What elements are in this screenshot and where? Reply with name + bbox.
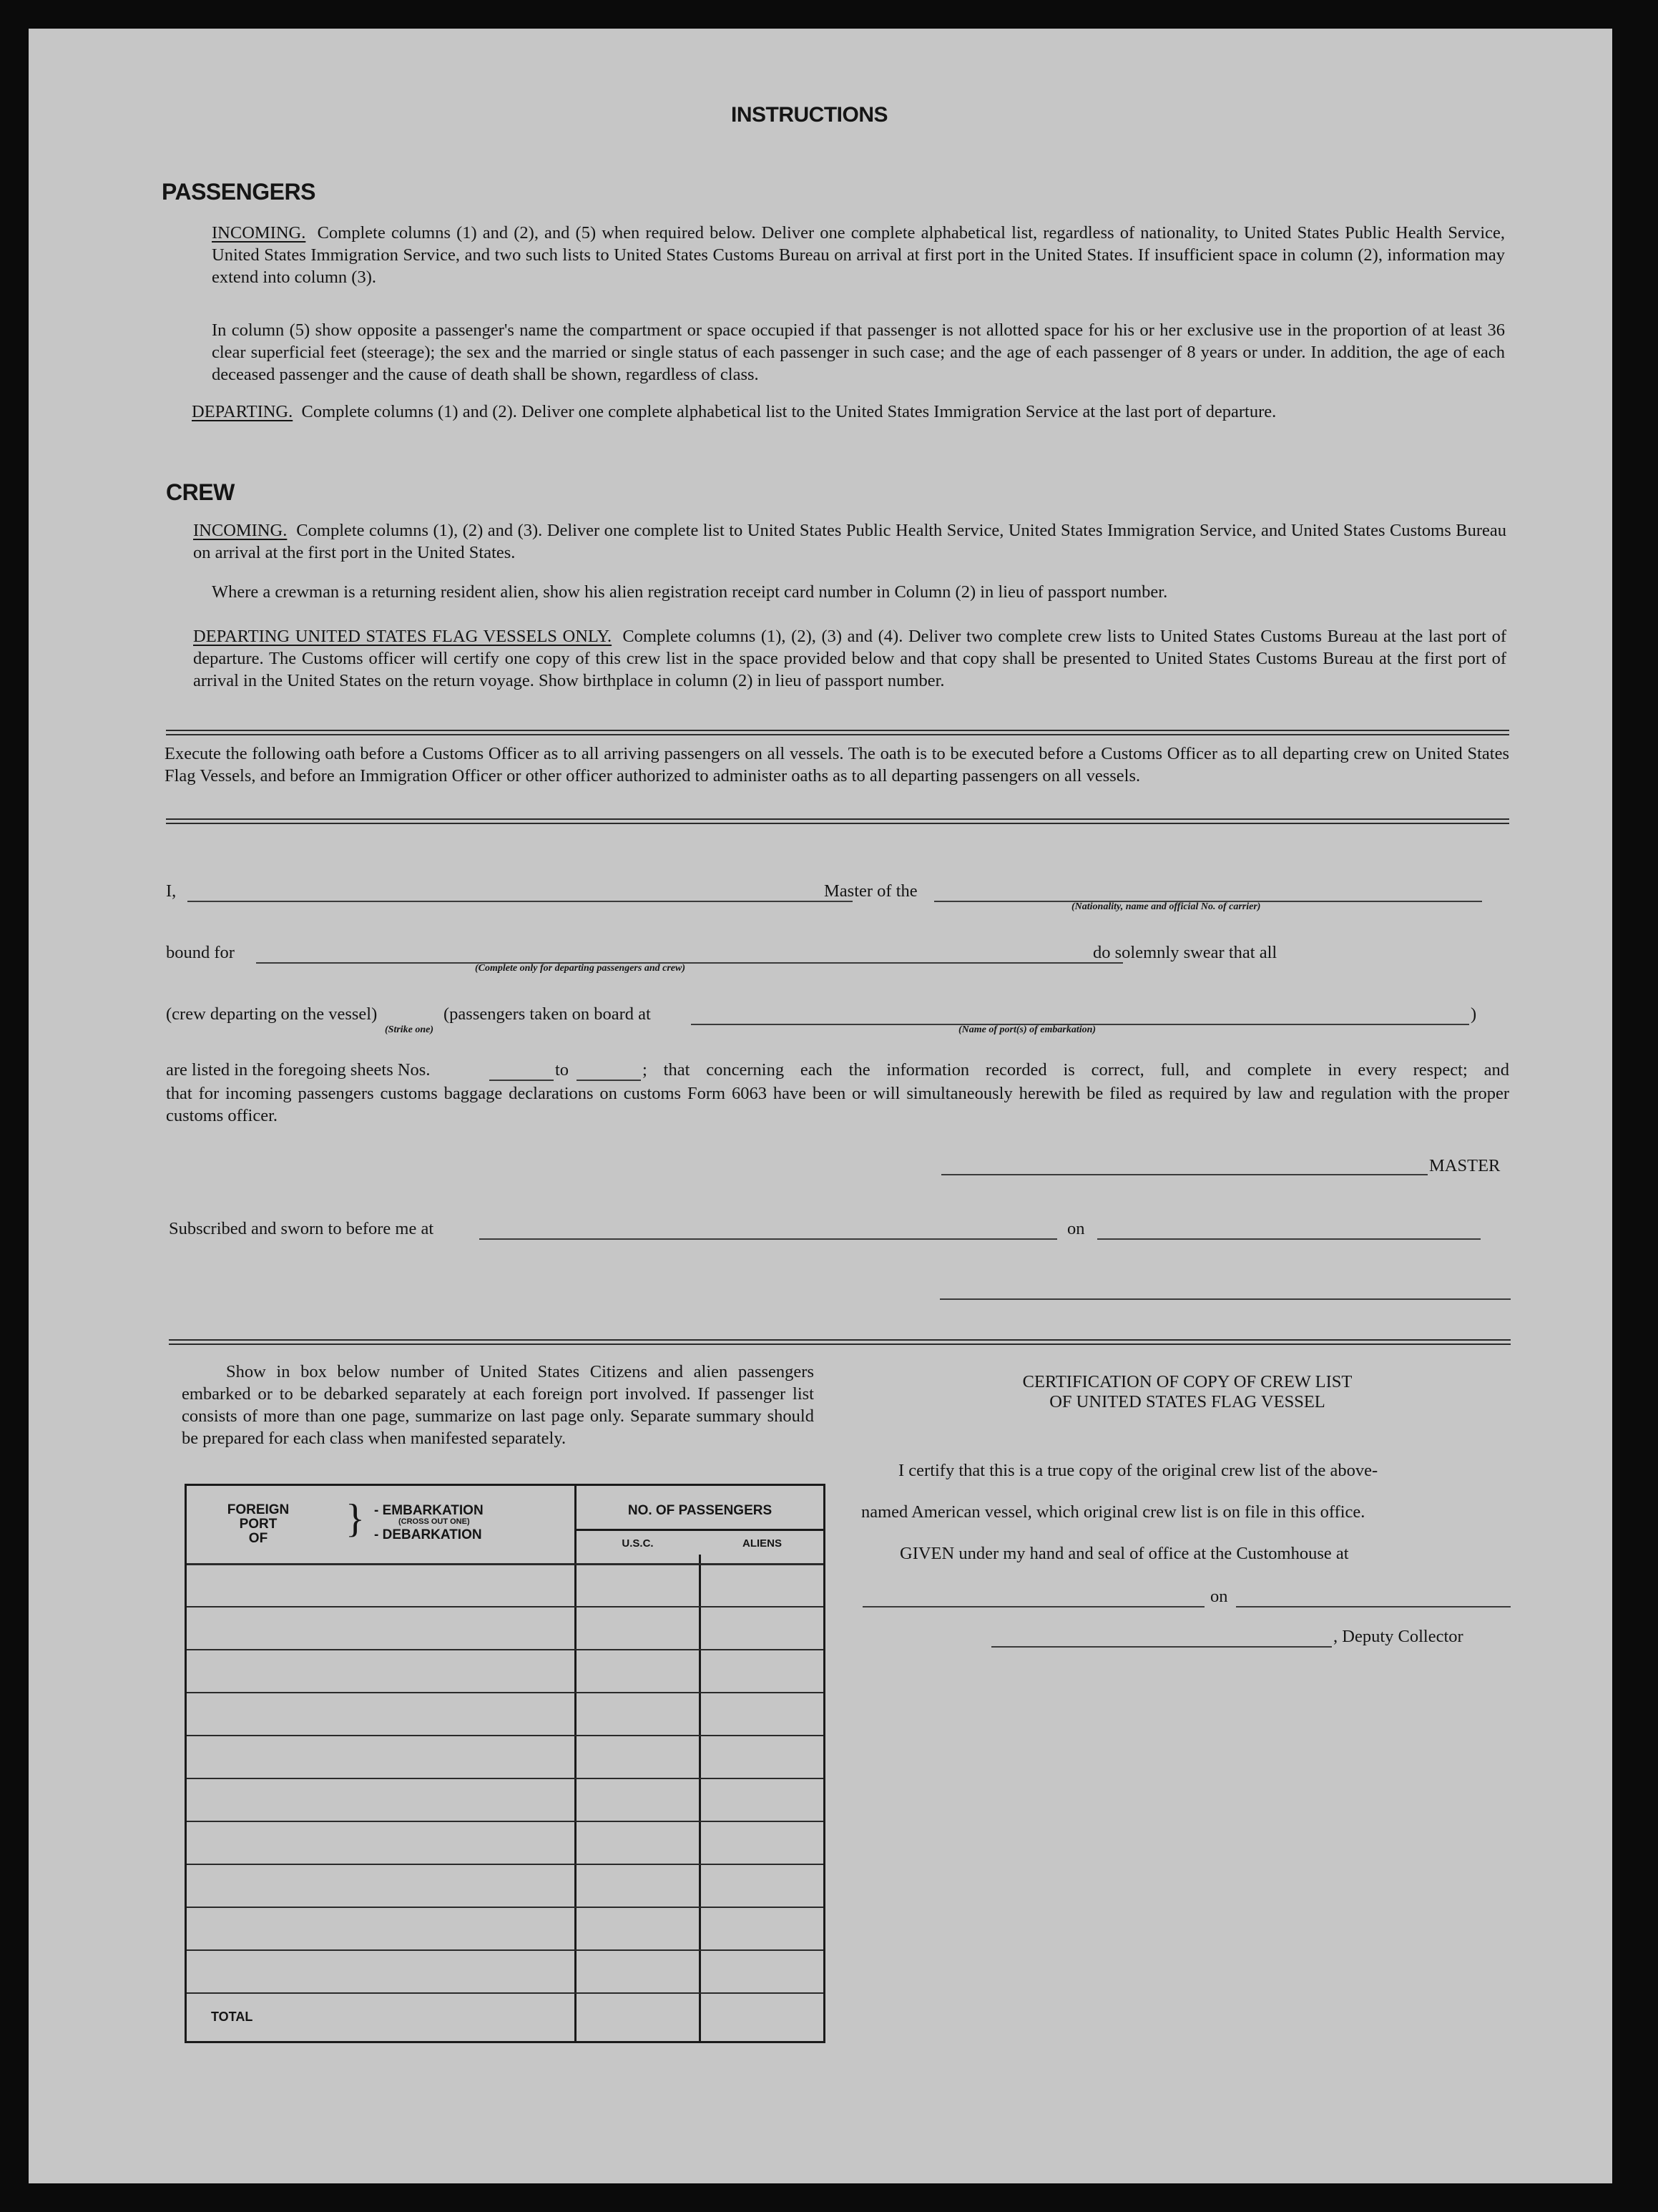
customhouse-field[interactable] xyxy=(863,1606,1205,1607)
certification-title-line1: CERTIFICATION OF COPY OF CREW LIST xyxy=(1022,1372,1353,1391)
table-divider xyxy=(574,1486,577,2041)
crew-resident-paragraph: Where a crewman is a returning resident alien, show his alien registration receipt card number in Column (2) in lieu of passport number. xyxy=(212,582,1168,602)
header-no-passengers: NO. OF PASSENGERS xyxy=(627,1503,772,1518)
passengers-departing-label: DEPARTING. xyxy=(192,402,293,421)
form-sheet xyxy=(29,29,1612,2183)
table-row xyxy=(187,1949,823,1951)
header-aliens: ALIENS xyxy=(742,1537,782,1550)
bound-for-note: (Complete only for departing passengers and crew) xyxy=(475,963,685,974)
table-row xyxy=(187,1606,823,1607)
crew-incoming-paragraph xyxy=(193,519,1506,564)
certification-date-field[interactable] xyxy=(1236,1606,1511,1607)
bound-for-label: bound for xyxy=(166,943,235,962)
certification-given: GIVEN under my hand and seal of office at the Customhouse at xyxy=(900,1544,1349,1563)
ports-close-paren: ) xyxy=(1471,1004,1477,1024)
crew-heading: CREW xyxy=(166,479,235,505)
page-title: INSTRUCTIONS xyxy=(731,103,888,127)
total-label: TOTAL xyxy=(211,2010,253,2024)
carrier-note: (Nationality, name and official No. of carrier) xyxy=(1071,901,1261,912)
bound-for-field[interactable] xyxy=(256,962,1123,964)
header-usc: U.S.C. xyxy=(622,1537,654,1550)
listed-text-a: are listed in the foregoing sheets Nos. xyxy=(166,1060,431,1080)
section-divider xyxy=(166,823,1509,824)
passenger-summary-table xyxy=(185,1484,825,2043)
crew-incoming-text: Complete columns (1), (2) and (3). Deliver one complete list to United States Public Health Service, United States Immigration Service, and United States Customs Bureau on arrival at the first port in the United States. xyxy=(193,521,1506,562)
table-row xyxy=(187,1864,823,1865)
crew-departing-option[interactable]: (crew departing on the vessel) xyxy=(166,1004,378,1024)
section-divider xyxy=(166,730,1509,731)
summary-instructions: Show in box below number of United States Citizens and alien passengers embarked or to be debarked separately at each foreign port involved. If passenger list consists of more than one page, summarize on last page only. Separate summary should be prepared for each class when manifested separately. xyxy=(182,1362,814,1448)
section-divider xyxy=(169,1344,1511,1345)
officer-signature-field[interactable] xyxy=(940,1298,1511,1300)
sworn-on-label: on xyxy=(1067,1219,1085,1238)
header-cross-out: (CROSS OUT ONE) xyxy=(398,1517,470,1526)
table-row xyxy=(187,1992,823,1994)
certification-title xyxy=(865,1372,1509,1412)
passengers-heading: PASSENGERS xyxy=(162,179,315,205)
master-label: MASTER xyxy=(1429,1156,1501,1175)
listed-text-b: ; that concerning each the information recorded is correct, full, and complete in every respect; and xyxy=(642,1060,1509,1080)
table-row xyxy=(187,1692,823,1693)
table-divider xyxy=(577,1529,823,1531)
section-divider xyxy=(169,1339,1511,1341)
crew-departing-text: Complete columns (1), (2), (3) and (4). Deliver two complete crew lists to United States Customs Bureau at the last port of departure. The Customs officer will certify one copy of this crew list in the space provided below and that copy shall be presented to United States Customs Bureau at the first port of arrival in the United States on the return voyage. Show birthplace in column (2) in lieu of passport number. xyxy=(193,627,1506,690)
certification-on-label: on xyxy=(1210,1587,1228,1606)
header-foreign-port-of xyxy=(215,1503,301,1546)
header-port: PORT xyxy=(239,1517,278,1532)
passengers-column5-paragraph: In column (5) show opposite a passenger's name the compartment or space occupied if that passenger is not allotted space for his or her exclusive use in the proportion of at least 36 clear superficial feet (steerage); the sex and the married or single status of each passenger in such case; and the age of each passenger of 8 years or under. In addition, the age of each deceased passenger and the cause of death shall be shown, regardless of class. xyxy=(212,320,1505,384)
subscribed-label: Subscribed and sworn to before me at xyxy=(169,1219,434,1238)
crew-departing-paragraph xyxy=(193,625,1506,692)
header-foreign: FOREIGN xyxy=(227,1502,290,1517)
certification-text-line1: I certify that this is a true copy of the original crew list of the above- xyxy=(898,1461,1378,1480)
crew-departing-label: DEPARTING UNITED STATES FLAG VESSELS ONLY. xyxy=(193,627,612,646)
section-divider xyxy=(166,818,1509,820)
sworn-date-field[interactable] xyxy=(1097,1238,1481,1240)
master-signature-field[interactable] xyxy=(941,1174,1428,1175)
table-row xyxy=(187,1649,823,1650)
ports-note: (Name of port(s) of embarkation) xyxy=(958,1024,1097,1035)
sworn-place-field-2[interactable] xyxy=(828,1238,1057,1240)
table-row xyxy=(187,1907,823,1908)
deputy-collector-label: , Deputy Collector xyxy=(1333,1627,1463,1646)
listed-text-rest: that for incoming passengers customs baggage declarations on customs Form 6063 have been or will simultaneously herewith be filed as required by law and regulation with the proper customs officer. xyxy=(166,1084,1509,1125)
deputy-signature-field[interactable] xyxy=(991,1646,1332,1648)
section-divider xyxy=(166,734,1509,735)
master-of-the-label: Master of the xyxy=(824,881,918,901)
certification-title-line2: OF UNITED STATES FLAG VESSEL xyxy=(1049,1392,1325,1411)
crew-incoming-label: INCOMING. xyxy=(193,521,288,540)
strike-one-note: (Strike one) xyxy=(385,1024,434,1035)
table-row xyxy=(187,1821,823,1822)
passengers-taken-option[interactable]: (passengers taken on board at xyxy=(443,1004,651,1024)
listed-to: to xyxy=(555,1060,569,1080)
sheets-to-field[interactable] xyxy=(577,1080,641,1081)
header-of: OF xyxy=(248,1531,268,1546)
passengers-incoming-text: Complete columns (1) and (2), and (5) when required below. Deliver one complete alphabetical list, regardless of nationality, to United States Public Health Service, United States Immigration Service, and two such lists to United States Customs Bureau on arrival at first port in the United States. If insufficient space in column (2), information may extend into column (3). xyxy=(212,223,1506,287)
sheets-from-field[interactable] xyxy=(489,1080,554,1081)
certification-text-line2: named American vessel, which original crew list is on file in this office. xyxy=(861,1502,1365,1522)
header-embarkation: - EMBARKATION xyxy=(374,1503,484,1518)
passengers-departing-paragraph xyxy=(192,401,1505,423)
solemnly-swear-text: do solemnly swear that all xyxy=(1093,943,1277,962)
header-debarkation: - DEBARKATION xyxy=(374,1527,482,1542)
brace-icon: } xyxy=(345,1497,365,1541)
table-header-rule xyxy=(187,1563,823,1565)
master-name-field[interactable] xyxy=(187,901,853,902)
table-row xyxy=(187,1735,823,1736)
oath-i-label: I, xyxy=(166,881,177,901)
passengers-incoming-paragraph xyxy=(212,222,1505,288)
passengers-incoming-label: INCOMING. xyxy=(212,223,306,243)
table-divider xyxy=(699,1555,701,2041)
table-row xyxy=(187,1778,823,1779)
oath-intro: Execute the following oath before a Customs Officer as to all arriving passengers on all vessels. The oath is to be executed before a Customs Officer as to all departing crew on United States Flag Vessels, and before an Immigration Officer or other officer authorized to administer oaths as to all departing passengers on all vessels. xyxy=(165,744,1509,786)
passengers-departing-text: Complete columns (1) and (2). Deliver one complete alphabetical list to the United States Immigration Service at the last port of departure. xyxy=(301,402,1277,421)
